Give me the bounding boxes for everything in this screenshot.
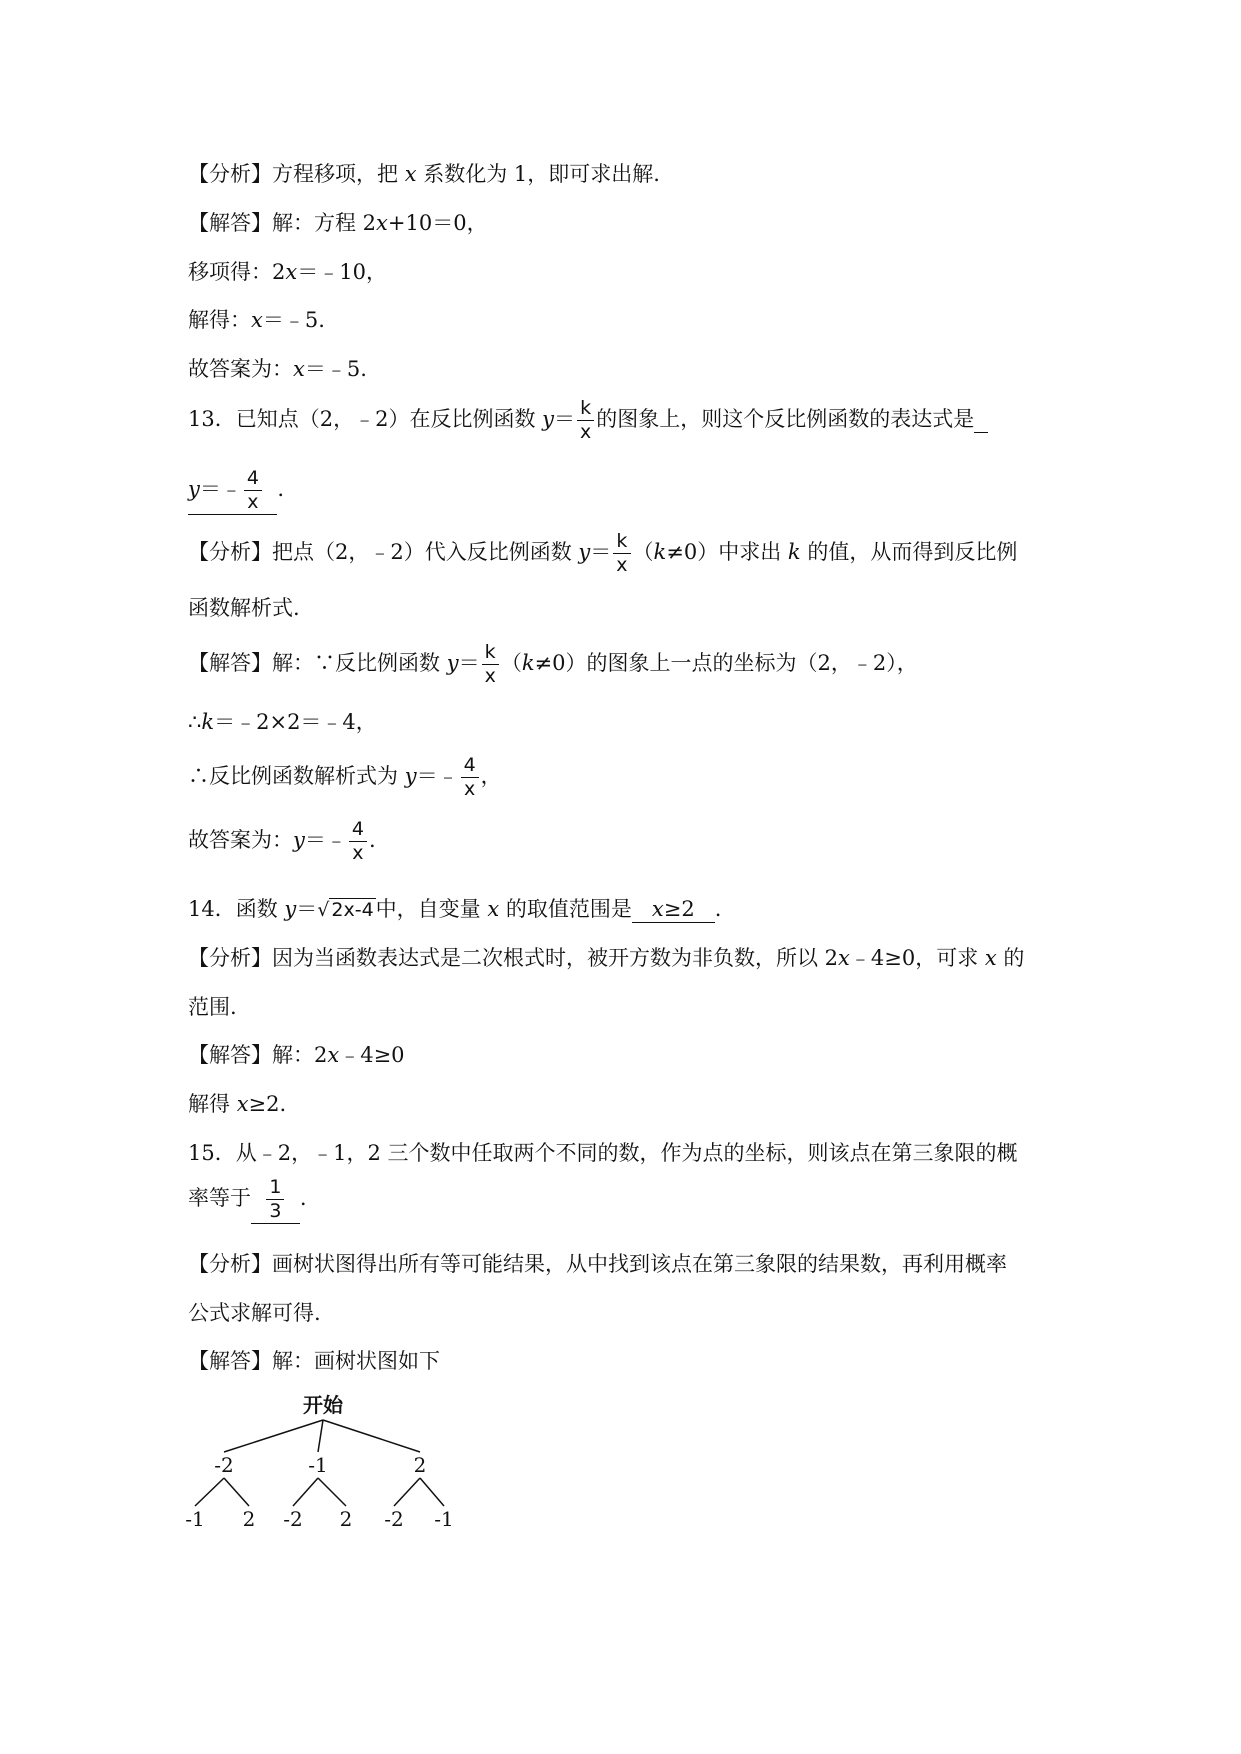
tree-level2-node: 2 bbox=[339, 1507, 353, 1528]
probability-tree-diagram bbox=[180, 1388, 480, 1528]
q13-answer: 故答案为：y＝﹣ $\frac{4}{x}$ . bbox=[188, 818, 376, 864]
radical-sign-icon: √ bbox=[317, 899, 330, 921]
solution-tag: 【解答】 bbox=[188, 1349, 272, 1373]
solution-tag: 【解答】 bbox=[188, 651, 272, 675]
analysis-tag: 【分析】 bbox=[188, 162, 272, 186]
fraction: $\frac{k}{x}$ bbox=[577, 397, 594, 444]
q14-step-1: 解得 x≥2. bbox=[188, 1092, 287, 1116]
answer-blank: x≥2 bbox=[632, 896, 715, 923]
tree-edge bbox=[293, 1478, 318, 1506]
analysis-tag: 【分析】 bbox=[188, 946, 272, 970]
fraction: $\frac{k}{x}$ bbox=[613, 530, 630, 577]
fraction: $\frac{1}{3}$ bbox=[266, 1176, 284, 1223]
tree-level2-node: -2 bbox=[384, 1507, 404, 1528]
q12-step-2: 解得：x＝﹣5. bbox=[188, 308, 325, 332]
sqrt-expression: √ 2x-4 bbox=[317, 899, 374, 921]
q13-answer-blank: y＝﹣ $\frac{4}{x}$ . bbox=[188, 467, 285, 513]
answer-blank: y＝﹣ $\frac{4}{x}$ bbox=[188, 467, 277, 515]
tree-level2-node: -2 bbox=[283, 1507, 303, 1528]
q14-analysis-cont: 范围. bbox=[188, 995, 237, 1019]
tree-edge bbox=[318, 1478, 346, 1506]
q15-question-cont: 率等于 $\frac{1}{3}$ . bbox=[188, 1176, 307, 1222]
q13-question: 13．已知点（2，﹣2）在反比例函数 y＝ $\frac{k}{x}$ 的图象上，则这个反比例函数的表达式是 bbox=[188, 397, 988, 444]
q14-analysis: 【分析】因为当函数表达式是二次根式时，被开方数为非负数，所以 2x﹣4≥0，可求 x 的 bbox=[188, 946, 1025, 970]
q13-solution: 【解答】解：∵反比例函数 y＝ $\frac{k}{x}$ （k≠0）的图象上一点的坐标为（2，﹣2）， bbox=[188, 641, 918, 687]
tree-level2-node: 2 bbox=[242, 1507, 256, 1528]
q15-analysis-cont: 公式求解可得. bbox=[188, 1301, 321, 1325]
q13-analysis: 【分析】把点（2，﹣2）代入反比例函数 y＝ $\frac{k}{x}$ （k≠0）中求出 k 的值，从而得到反比例 bbox=[188, 530, 1018, 576]
q15-analysis: 【分析】画树状图得出所有等可能结果，从中找到该点在第三象限的结果数，再利用概率 bbox=[188, 1252, 1007, 1276]
solution-tag: 【解答】 bbox=[188, 211, 272, 235]
q14-question: 14．函数 y＝√ 2x-4中，自变量 x 的取值范围是 x≥2 . bbox=[188, 897, 722, 921]
tree-edge bbox=[224, 1420, 323, 1452]
q15-question: 15．从﹣2，﹣1，2 三个数中任取两个不同的数，作为点的坐标，则该点在第三象限的概 bbox=[188, 1141, 1018, 1165]
q12-solution: 【解答】解：方程 2x+10＝0， bbox=[188, 211, 488, 235]
fraction: $\frac{4}{x}$ bbox=[244, 467, 262, 514]
q13-step-1: ∴k＝﹣2×2＝﹣4， bbox=[188, 710, 377, 734]
q15-solution: 【解答】解：画树状图如下 bbox=[188, 1349, 440, 1373]
tree-edge bbox=[195, 1478, 224, 1506]
tree-edge bbox=[394, 1478, 420, 1506]
fraction: $\frac{4}{x}$ bbox=[461, 754, 479, 801]
q14-solution: 【解答】解：2x﹣4≥0 bbox=[188, 1043, 405, 1067]
tree-edge bbox=[323, 1420, 420, 1452]
fraction: $\frac{4}{x}$ bbox=[349, 818, 367, 865]
tree-edge bbox=[224, 1478, 249, 1506]
q12-step-1: 移项得：2x＝﹣10， bbox=[188, 260, 387, 284]
tree-root-label: 开始 bbox=[303, 1393, 343, 1417]
q12-analysis: 【分析】方程移项，把 x 系数化为 1，即可求出解. bbox=[188, 162, 660, 186]
tree-level2-node: -1 bbox=[434, 1507, 454, 1528]
q13-analysis-cont: 函数解析式. bbox=[188, 596, 300, 620]
answer-blank bbox=[251, 1176, 300, 1224]
answer-blank bbox=[974, 406, 987, 433]
solution-tag: 【解答】 bbox=[188, 1043, 272, 1067]
tree-level1-node: -2 bbox=[214, 1453, 234, 1477]
tree-edge bbox=[318, 1420, 323, 1452]
q13-step-2: ∴反比例函数解析式为 y＝﹣ $\frac{4}{x}$ ， bbox=[188, 754, 502, 800]
tree-edge bbox=[420, 1478, 444, 1506]
tree-level1-node: 2 bbox=[413, 1453, 427, 1477]
fraction: $\frac{k}{x}$ bbox=[482, 641, 499, 688]
q12-answer: 故答案为：x＝﹣5. bbox=[188, 357, 367, 381]
tree-level1-node: -1 bbox=[308, 1453, 328, 1477]
analysis-tag: 【分析】 bbox=[188, 540, 272, 564]
analysis-tag: 【分析】 bbox=[188, 1252, 272, 1276]
tree-level2-node: -1 bbox=[185, 1507, 205, 1528]
